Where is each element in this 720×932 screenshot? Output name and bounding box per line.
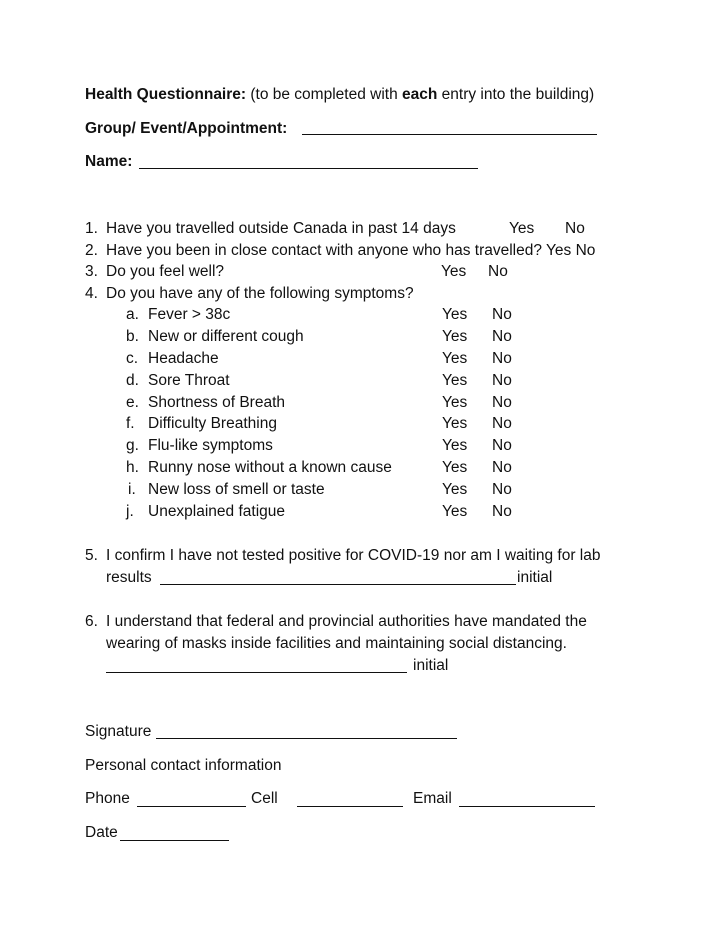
symptom-letter: i.: [128, 481, 136, 498]
symptom-yes-option[interactable]: Yes: [442, 481, 468, 498]
symptom-text: Shortness of Breath: [148, 394, 285, 411]
q1-text: Have you travelled outside Canada in past 14 days: [106, 220, 456, 237]
symptom-no-option[interactable]: No: [492, 415, 512, 432]
phone-field-line[interactable]: [137, 806, 246, 807]
symptom-letter: a.: [126, 306, 139, 323]
symptom-text: New loss of smell or taste: [148, 481, 325, 498]
name-label: Name:: [85, 153, 133, 170]
email-field-line[interactable]: [459, 806, 595, 807]
group-field-line[interactable]: [302, 134, 597, 135]
q3-text: Do you feel well?: [106, 263, 225, 280]
title-each: each: [402, 86, 438, 103]
phone-label: Phone: [85, 790, 130, 807]
symptom-yes-option[interactable]: Yes: [442, 394, 468, 411]
symptom-letter: f.: [126, 415, 135, 432]
q2-text: Have you been in close contact with anyone who has travelled? Yes No: [106, 242, 596, 259]
cell-label: Cell: [251, 790, 278, 807]
symptom-no-option[interactable]: No: [492, 394, 512, 411]
symptom-letter: g.: [126, 437, 139, 454]
symptom-text: New or different cough: [148, 328, 304, 345]
q1-no-option[interactable]: No: [565, 220, 585, 237]
symptom-yes-option[interactable]: Yes: [442, 372, 468, 389]
title-bold: Health Questionnaire:: [85, 86, 247, 103]
symptom-yes-option[interactable]: Yes: [442, 350, 468, 367]
signature-label: Signature: [85, 723, 152, 740]
q4-number: 4.: [85, 285, 98, 302]
cell-field-line[interactable]: [297, 806, 403, 807]
name-field-line[interactable]: [139, 168, 478, 169]
symptom-letter: h.: [126, 459, 139, 476]
group-label: Group/ Event/Appointment:: [85, 120, 288, 137]
symptom-text: Flu-like symptoms: [148, 437, 273, 454]
symptom-letter: b.: [126, 328, 139, 345]
symptom-no-option[interactable]: No: [492, 306, 512, 323]
q6-initial-label: initial: [413, 657, 449, 674]
symptom-yes-option[interactable]: Yes: [442, 306, 468, 323]
title-post: entry into the building): [437, 86, 595, 103]
q6-text-line2: wearing of masks inside facilities and maintaining social distancing.: [106, 635, 567, 652]
symptom-text: Sore Throat: [148, 372, 230, 389]
symptom-text: Fever > 38c: [148, 306, 231, 323]
q1-yes-option[interactable]: Yes: [509, 220, 535, 237]
email-label: Email: [413, 790, 452, 807]
symptom-no-option[interactable]: No: [492, 437, 512, 454]
symptom-letter: j.: [126, 503, 134, 520]
q5-initial-line[interactable]: [160, 584, 516, 585]
symptom-yes-option[interactable]: Yes: [442, 459, 468, 476]
q4-text: Do you have any of the following symptoms?: [106, 285, 414, 302]
q3-no-option[interactable]: No: [488, 263, 508, 280]
symptom-text: Headache: [148, 350, 219, 367]
q6-initial-line[interactable]: [106, 672, 407, 673]
symptom-no-option[interactable]: No: [492, 328, 512, 345]
q6-number: 6.: [85, 613, 98, 630]
contact-heading: Personal contact information: [85, 757, 282, 774]
symptom-no-option[interactable]: No: [492, 459, 512, 476]
q3-yes-option[interactable]: Yes: [441, 263, 467, 280]
symptom-letter: c.: [126, 350, 139, 367]
q5-initial-label: initial: [517, 569, 553, 586]
symptom-no-option[interactable]: No: [492, 350, 512, 367]
symptom-yes-option[interactable]: Yes: [442, 415, 468, 432]
symptom-text: Unexplained fatigue: [148, 503, 286, 520]
title-pre: (to be completed with: [246, 86, 403, 103]
date-field-line[interactable]: [120, 840, 229, 841]
symptom-no-option[interactable]: No: [492, 481, 512, 498]
date-label: Date: [85, 824, 118, 841]
symptom-yes-option[interactable]: Yes: [442, 437, 468, 454]
symptom-letter: e.: [126, 394, 139, 411]
signature-field-line[interactable]: [156, 738, 457, 739]
symptom-letter: d.: [126, 372, 139, 389]
symptom-text: Runny nose without a known cause: [148, 459, 392, 476]
q3-number: 3.: [85, 263, 98, 280]
q5-number: 5.: [85, 547, 98, 564]
q6-text-line1: I understand that federal and provincial authorities have mandated the: [106, 613, 587, 630]
q1-number: 1.: [85, 220, 98, 237]
q5-text-line1: I confirm I have not tested positive for COVID-19 nor am I waiting for lab: [106, 547, 601, 564]
symptom-yes-option[interactable]: Yes: [442, 503, 468, 520]
q2-number: 2.: [85, 242, 98, 259]
symptom-yes-option[interactable]: Yes: [442, 328, 468, 345]
symptom-text: Difficulty Breathing: [148, 415, 277, 432]
symptom-no-option[interactable]: No: [492, 503, 512, 520]
q5-text-line2: results: [106, 569, 152, 586]
page-title: [85, 86, 594, 104]
symptom-no-option[interactable]: No: [492, 372, 512, 389]
